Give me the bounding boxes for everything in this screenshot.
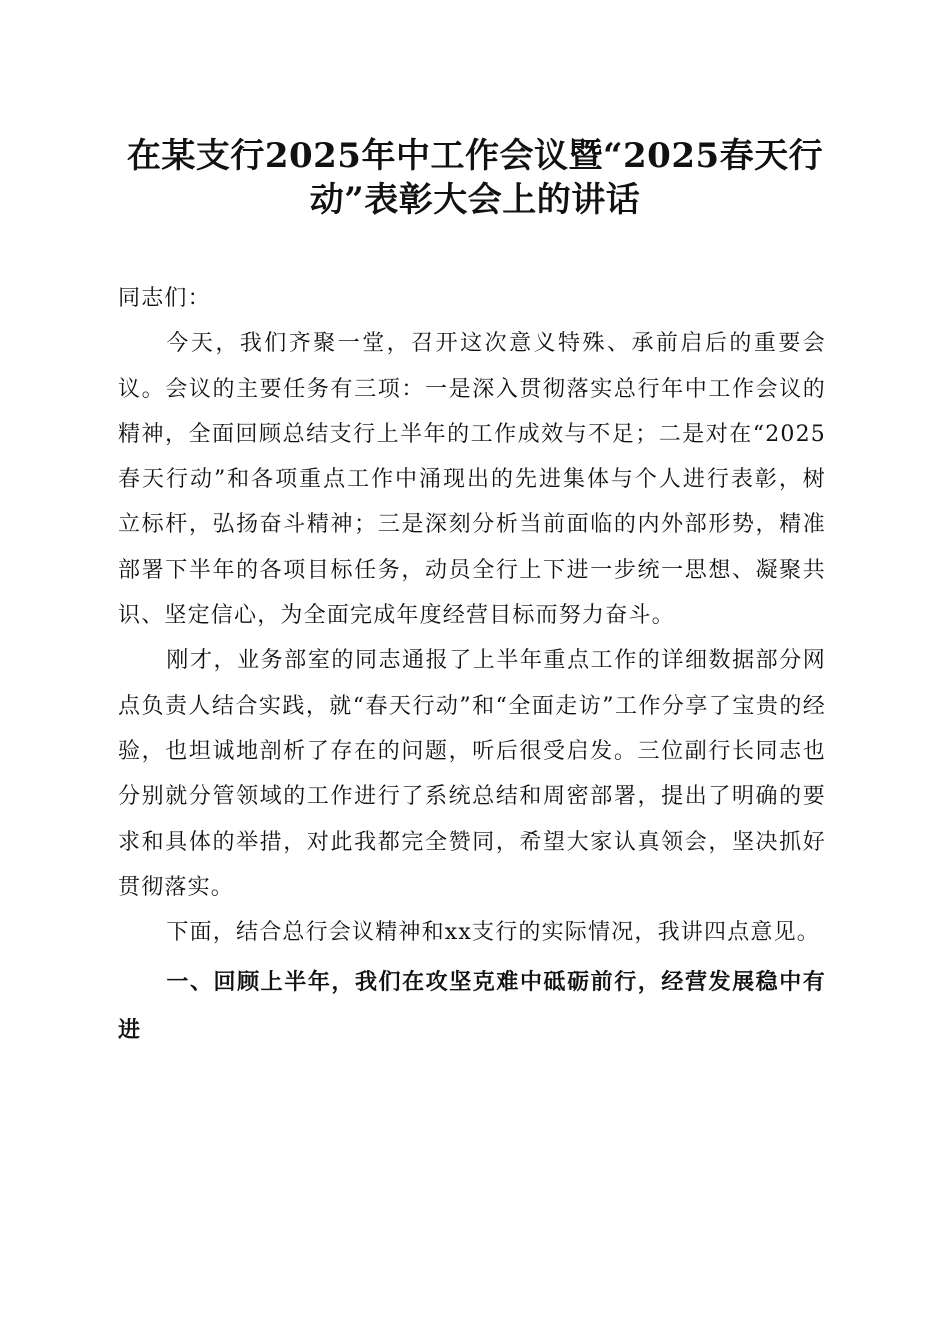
paragraph-review: 刚才，业务部室的同志通报了上半年重点工作的详细数据部分网点负责人结合实践，就“春天行动”和“全面走访”工作分享了宝贵的经验，也坦诚地剖析了存在的问题，听后很受启发。三位副行长同志也分别就分管领域的工作进行了系统总结和周密部署，提出了明确的要求和具体的举措，对此我都完全赞同，希望大家认真领会，坚决抓好贯彻落实。 <box>118 648 826 900</box>
paragraph-opening: 今天，我们齐聚一堂，召开这次意义特殊、承前启后的重要会议。会议的主要任务有三项：一是深入贯彻落实总行年中工作会议的精神，全面回顾总结支行上半年的工作成效与不足；二是对在“2025春天行动”和各项重点工作中涌现出的先进集体与个人进行表彰，树立标杆，弘扬奋斗精神；三是深刻分析当前面临的内外部形势，精准部署下半年的各项目标任务，动员全行上下进一步统一思想、凝聚共识、坚定信心，为全面完成年度经营目标而努力奋斗。 <box>118 331 826 629</box>
paragraph-outline: 下面，结合总行会议精神和xx支行的实际情况，我讲四点意见。 <box>166 920 821 946</box>
document-title: 在某支行2025年中工作会议暨“2025春天行动”表彰大会上的讲话 <box>126 136 824 220</box>
section-heading-1: 一、回顾上半年，我们在攻坚克难中砥砺前行，经营发展稳中有进 <box>118 970 826 1044</box>
document-body <box>118 276 826 1055</box>
salutation: 同志们： <box>118 286 211 311</box>
